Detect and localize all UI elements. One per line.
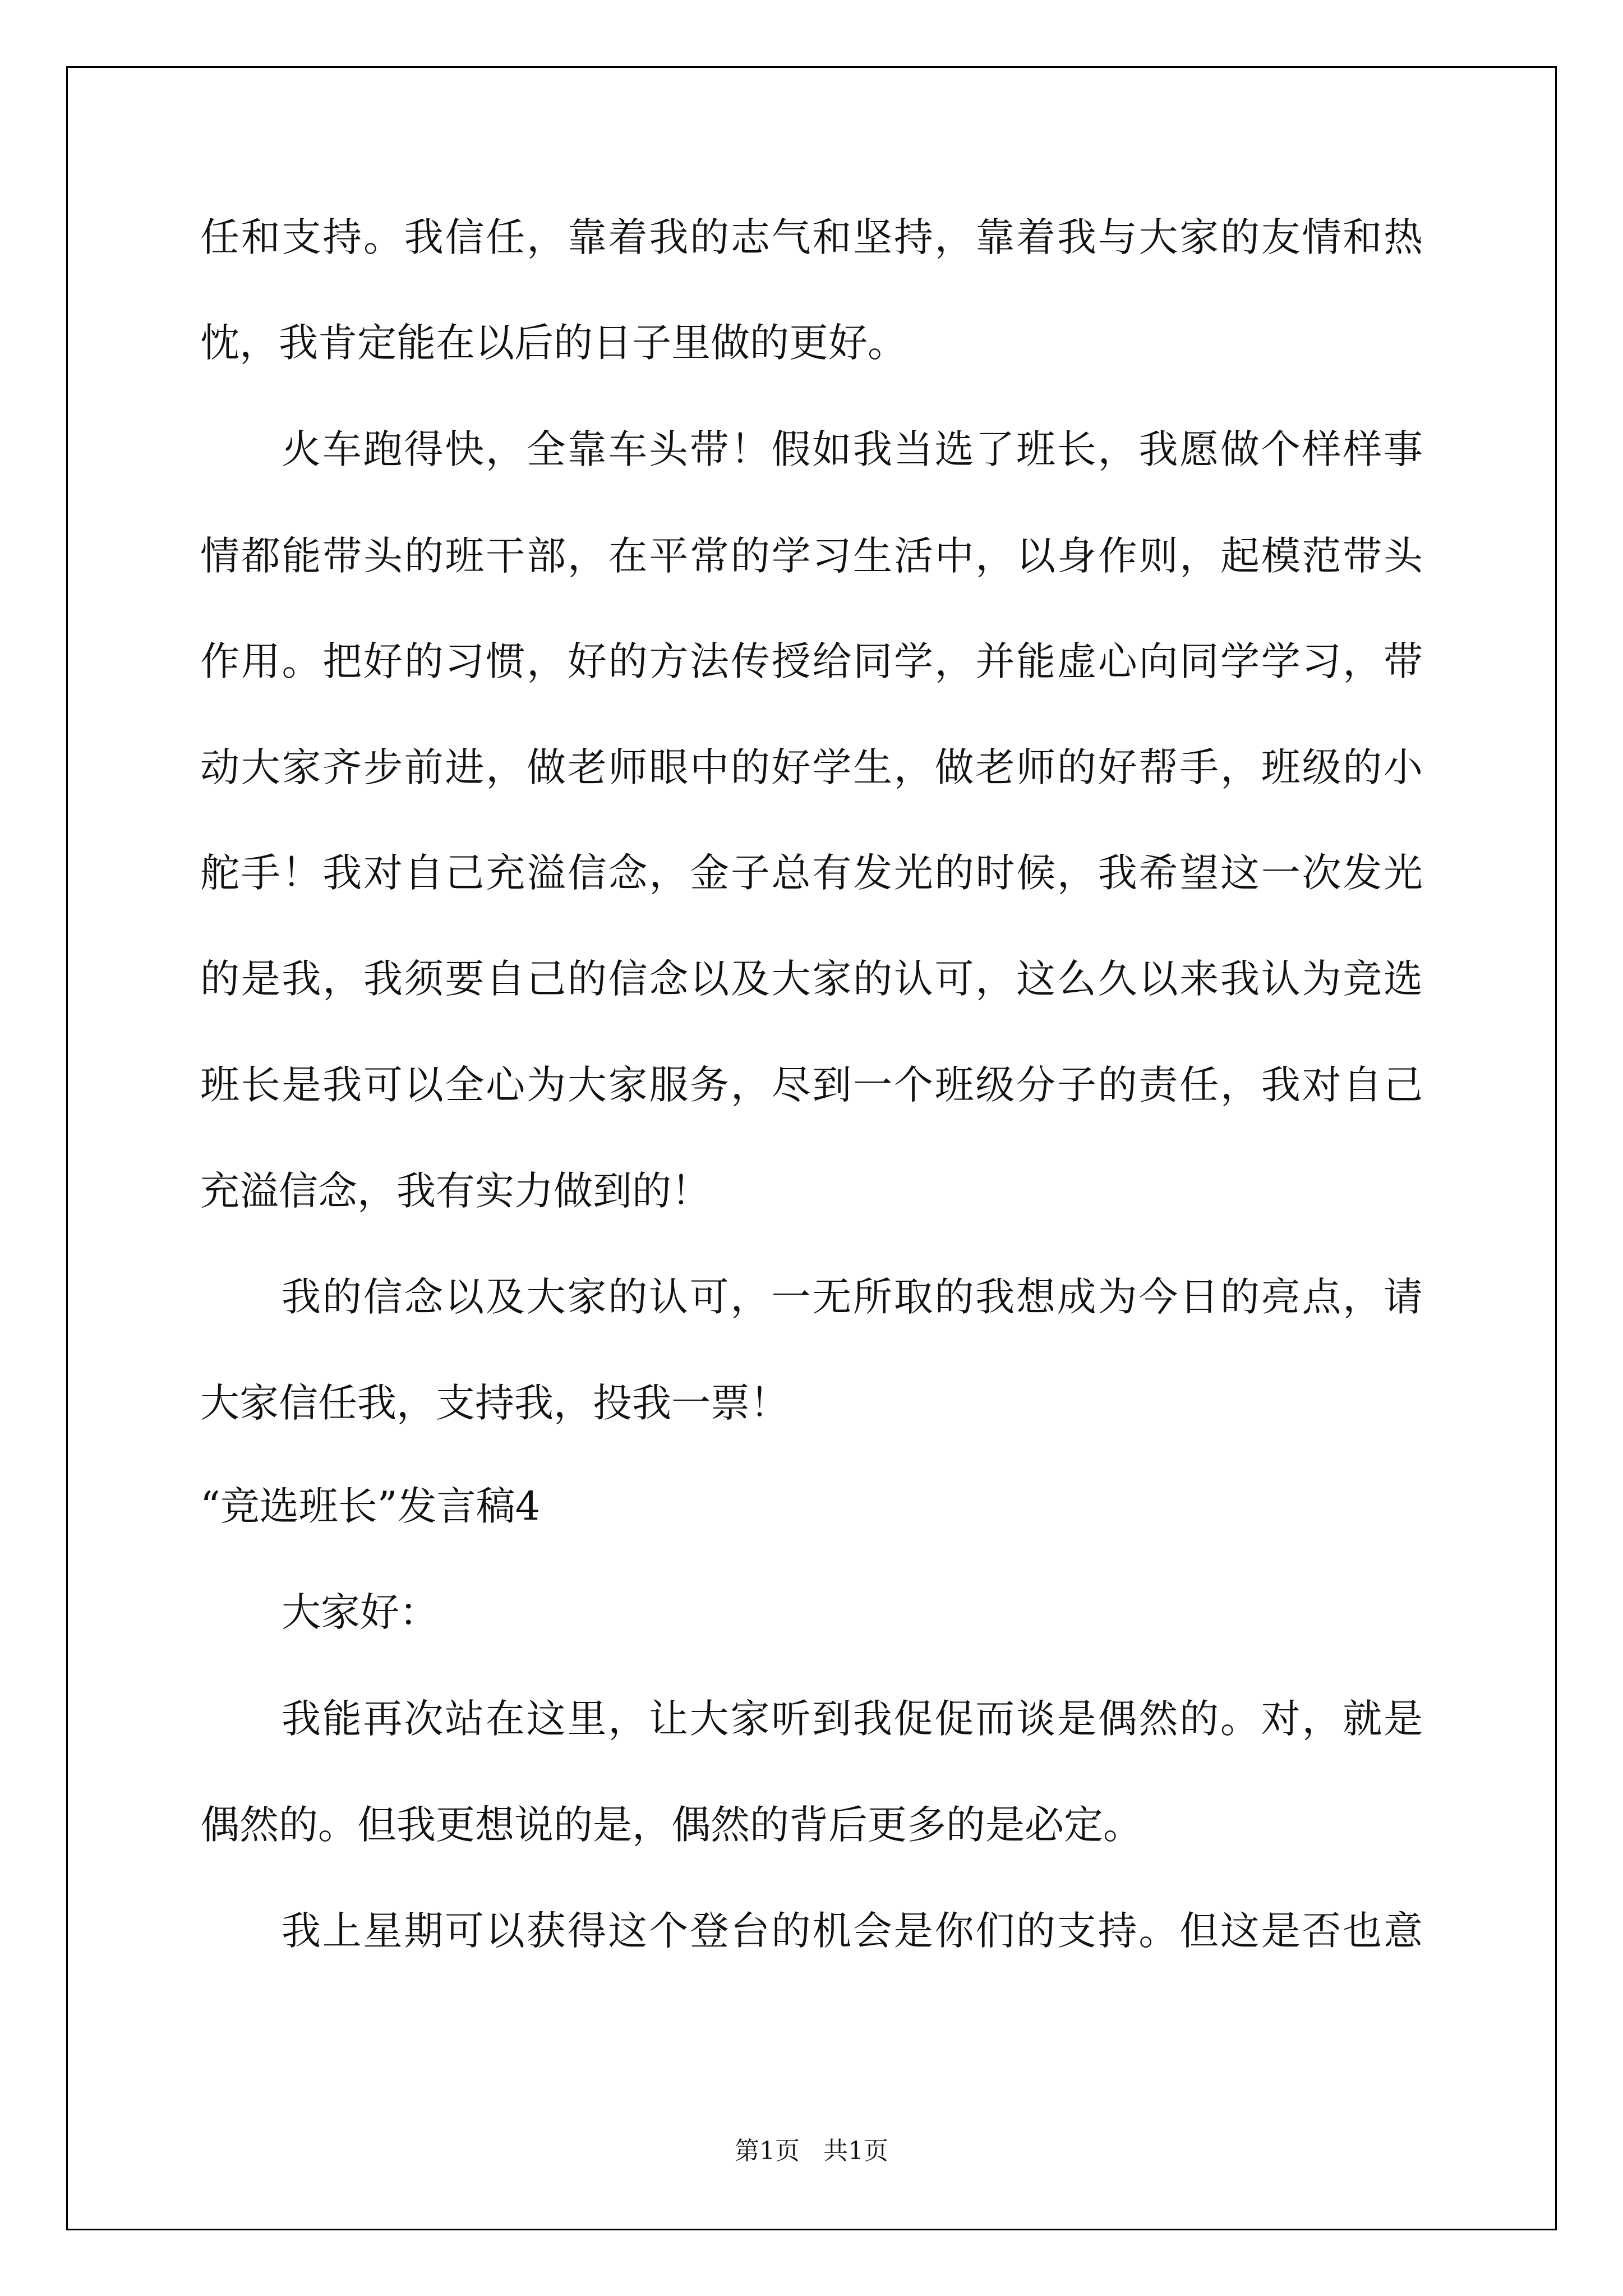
page-border — [66, 66, 1557, 2230]
text-line: 班长是我可以全心为大家服务，尽到一个班级分子的责任，我对自己 — [200, 1062, 1423, 1108]
text-line: 作用。把好的习惯，好的方法传授给同学，并能虚心向同学学习，带 — [200, 638, 1423, 684]
text-line: 大家信任我，支持我，投我一票！ — [200, 1380, 789, 1426]
text-line: 充溢信念，我有实力做到的！ — [200, 1168, 711, 1214]
text-line: 忱，我肯定能在以后的日子里做的更好。 — [200, 320, 907, 366]
text-line: 偶然的。但我更想说的是，偶然的背后更多的是必定。 — [200, 1802, 1142, 1848]
page-number-footer: 第1页 共1页 — [735, 2137, 888, 2165]
text-line: 我上星期可以获得这个登台的机会是你们的支持。但这是否也意 — [282, 1908, 1423, 1954]
greeting-line: 大家好： — [282, 1589, 439, 1635]
text-line: 动大家齐步前进，做老师眼中的好学生，做老师的好帮手，班级的小 — [200, 744, 1423, 790]
section-heading: “竞选班长”发言稿4 — [200, 1483, 541, 1529]
text-line: 情都能带头的班干部，在平常的学习生活中，以身作则，起模范带头 — [200, 533, 1423, 579]
text-line: 舵手！我对自己充溢信念，金子总有发光的时候，我希望这一次发光 — [200, 850, 1423, 896]
text-line: 的是我，我须要自己的信念以及大家的认可，这么久以来我认为竞选 — [200, 956, 1423, 1002]
text-line: 火车跑得快，全靠车头带！假如我当选了班长，我愿做个样样事 — [282, 426, 1423, 472]
text-line: 我的信念以及大家的认可，一无所取的我想成为今日的亮点，请 — [282, 1274, 1423, 1320]
text-line: 任和支持。我信任，靠着我的志气和坚持，靠着我与大家的友情和热 — [200, 214, 1423, 260]
text-line: 我能再次站在这里，让大家听到我促促而谈是偶然的。对，就是 — [282, 1696, 1423, 1742]
